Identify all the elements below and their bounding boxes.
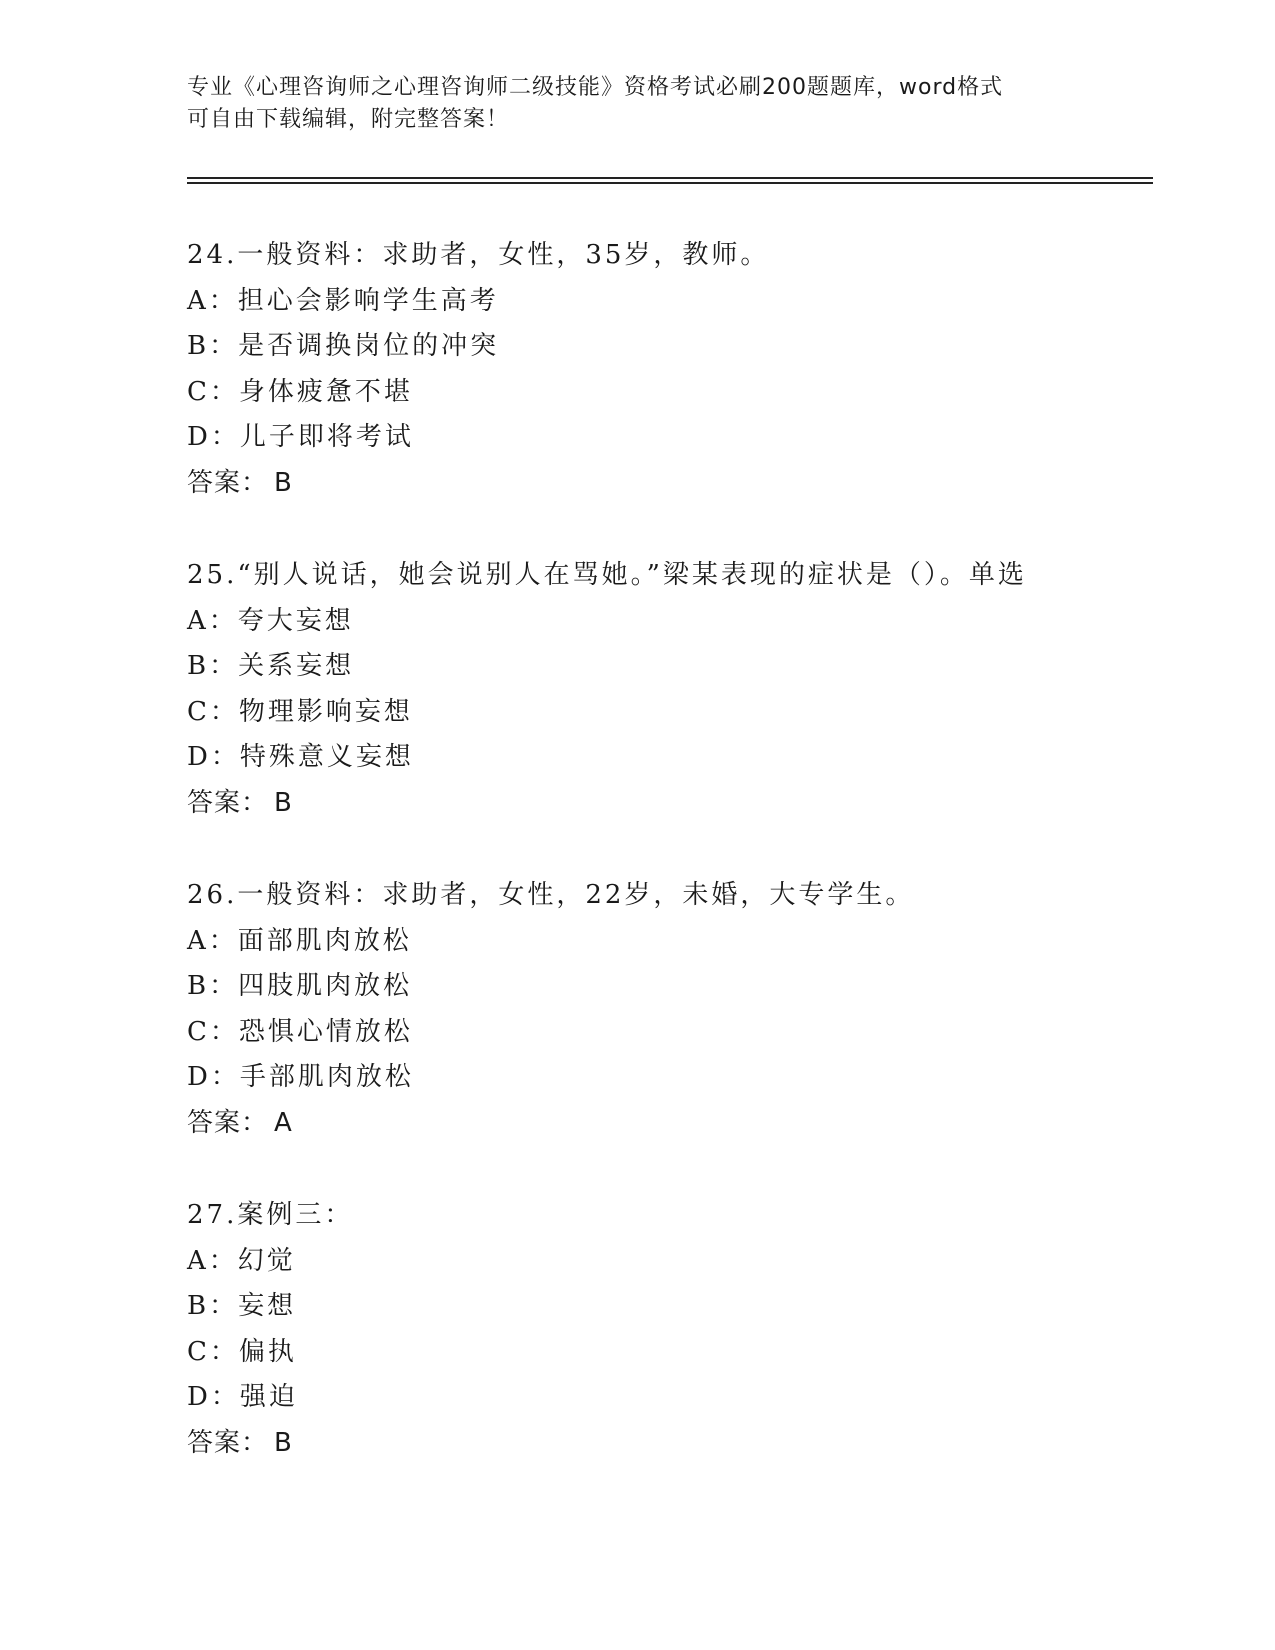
- option-c: C：身体疲惫不堪: [187, 376, 413, 407]
- option-b: B：关系妄想: [187, 651, 355, 681]
- option-a: A：幻觉: [187, 1245, 296, 1276]
- header-line-2: 可自由下载编辑，附完整答案！: [187, 107, 510, 132]
- question-title: 27.案例三：: [187, 1200, 354, 1230]
- answer-value: B: [274, 787, 293, 818]
- answer-label: 答案：: [187, 1107, 269, 1138]
- question-26: [187, 873, 1147, 1146]
- answer-value: B: [274, 1427, 293, 1458]
- answer-line: [187, 781, 1147, 827]
- answer-line: [187, 461, 1147, 507]
- option-d: D：强迫: [187, 1382, 298, 1412]
- option-d: D：儿子即将考试: [187, 422, 414, 452]
- question-title: 25.“别人说话，她会说别人在骂她。”梁某表现的症状是（）。单选: [187, 560, 1027, 590]
- answer-line: [187, 1421, 1147, 1467]
- question-title: 26.一般资料：求助者，女性，22岁，未婚，大专学生。: [187, 880, 915, 910]
- document-header: [187, 72, 1087, 136]
- option-d: D：手部肌肉放松: [187, 1062, 414, 1092]
- option-a: A：夸大妄想: [187, 605, 354, 636]
- answer-value: A: [274, 1107, 293, 1138]
- option-c: C：偏执: [187, 1336, 297, 1367]
- option-d: D：特殊意义妄想: [187, 742, 414, 772]
- header-divider-top: [187, 177, 1153, 179]
- option-a: A：面部肌肉放松: [187, 925, 412, 956]
- answer-label: 答案：: [187, 787, 269, 818]
- question-27: [187, 1193, 1147, 1466]
- question-25: [187, 553, 1147, 826]
- option-b: B：是否调换岗位的冲突: [187, 331, 500, 361]
- option-a: A：担心会影响学生高考: [187, 285, 499, 316]
- question-title: 24.一般资料：求助者，女性，35岁，教师。: [187, 240, 770, 270]
- option-c: C：物理影响妄想: [187, 696, 413, 727]
- answer-value: B: [274, 467, 293, 498]
- option-c: C：恐惧心情放松: [187, 1016, 413, 1047]
- header-line-1: 专业《心理咨询师之心理咨询师二级技能》资格考试必刷200题题库，word格式: [187, 75, 1004, 100]
- option-b: B：四肢肌肉放松: [187, 971, 413, 1001]
- question-24: [187, 233, 1147, 506]
- answer-line: [187, 1101, 1147, 1147]
- answer-label: 答案：: [187, 1427, 269, 1458]
- option-b: B：妄想: [187, 1291, 297, 1321]
- answer-label: 答案：: [187, 467, 269, 498]
- header-divider-bottom: [187, 182, 1153, 184]
